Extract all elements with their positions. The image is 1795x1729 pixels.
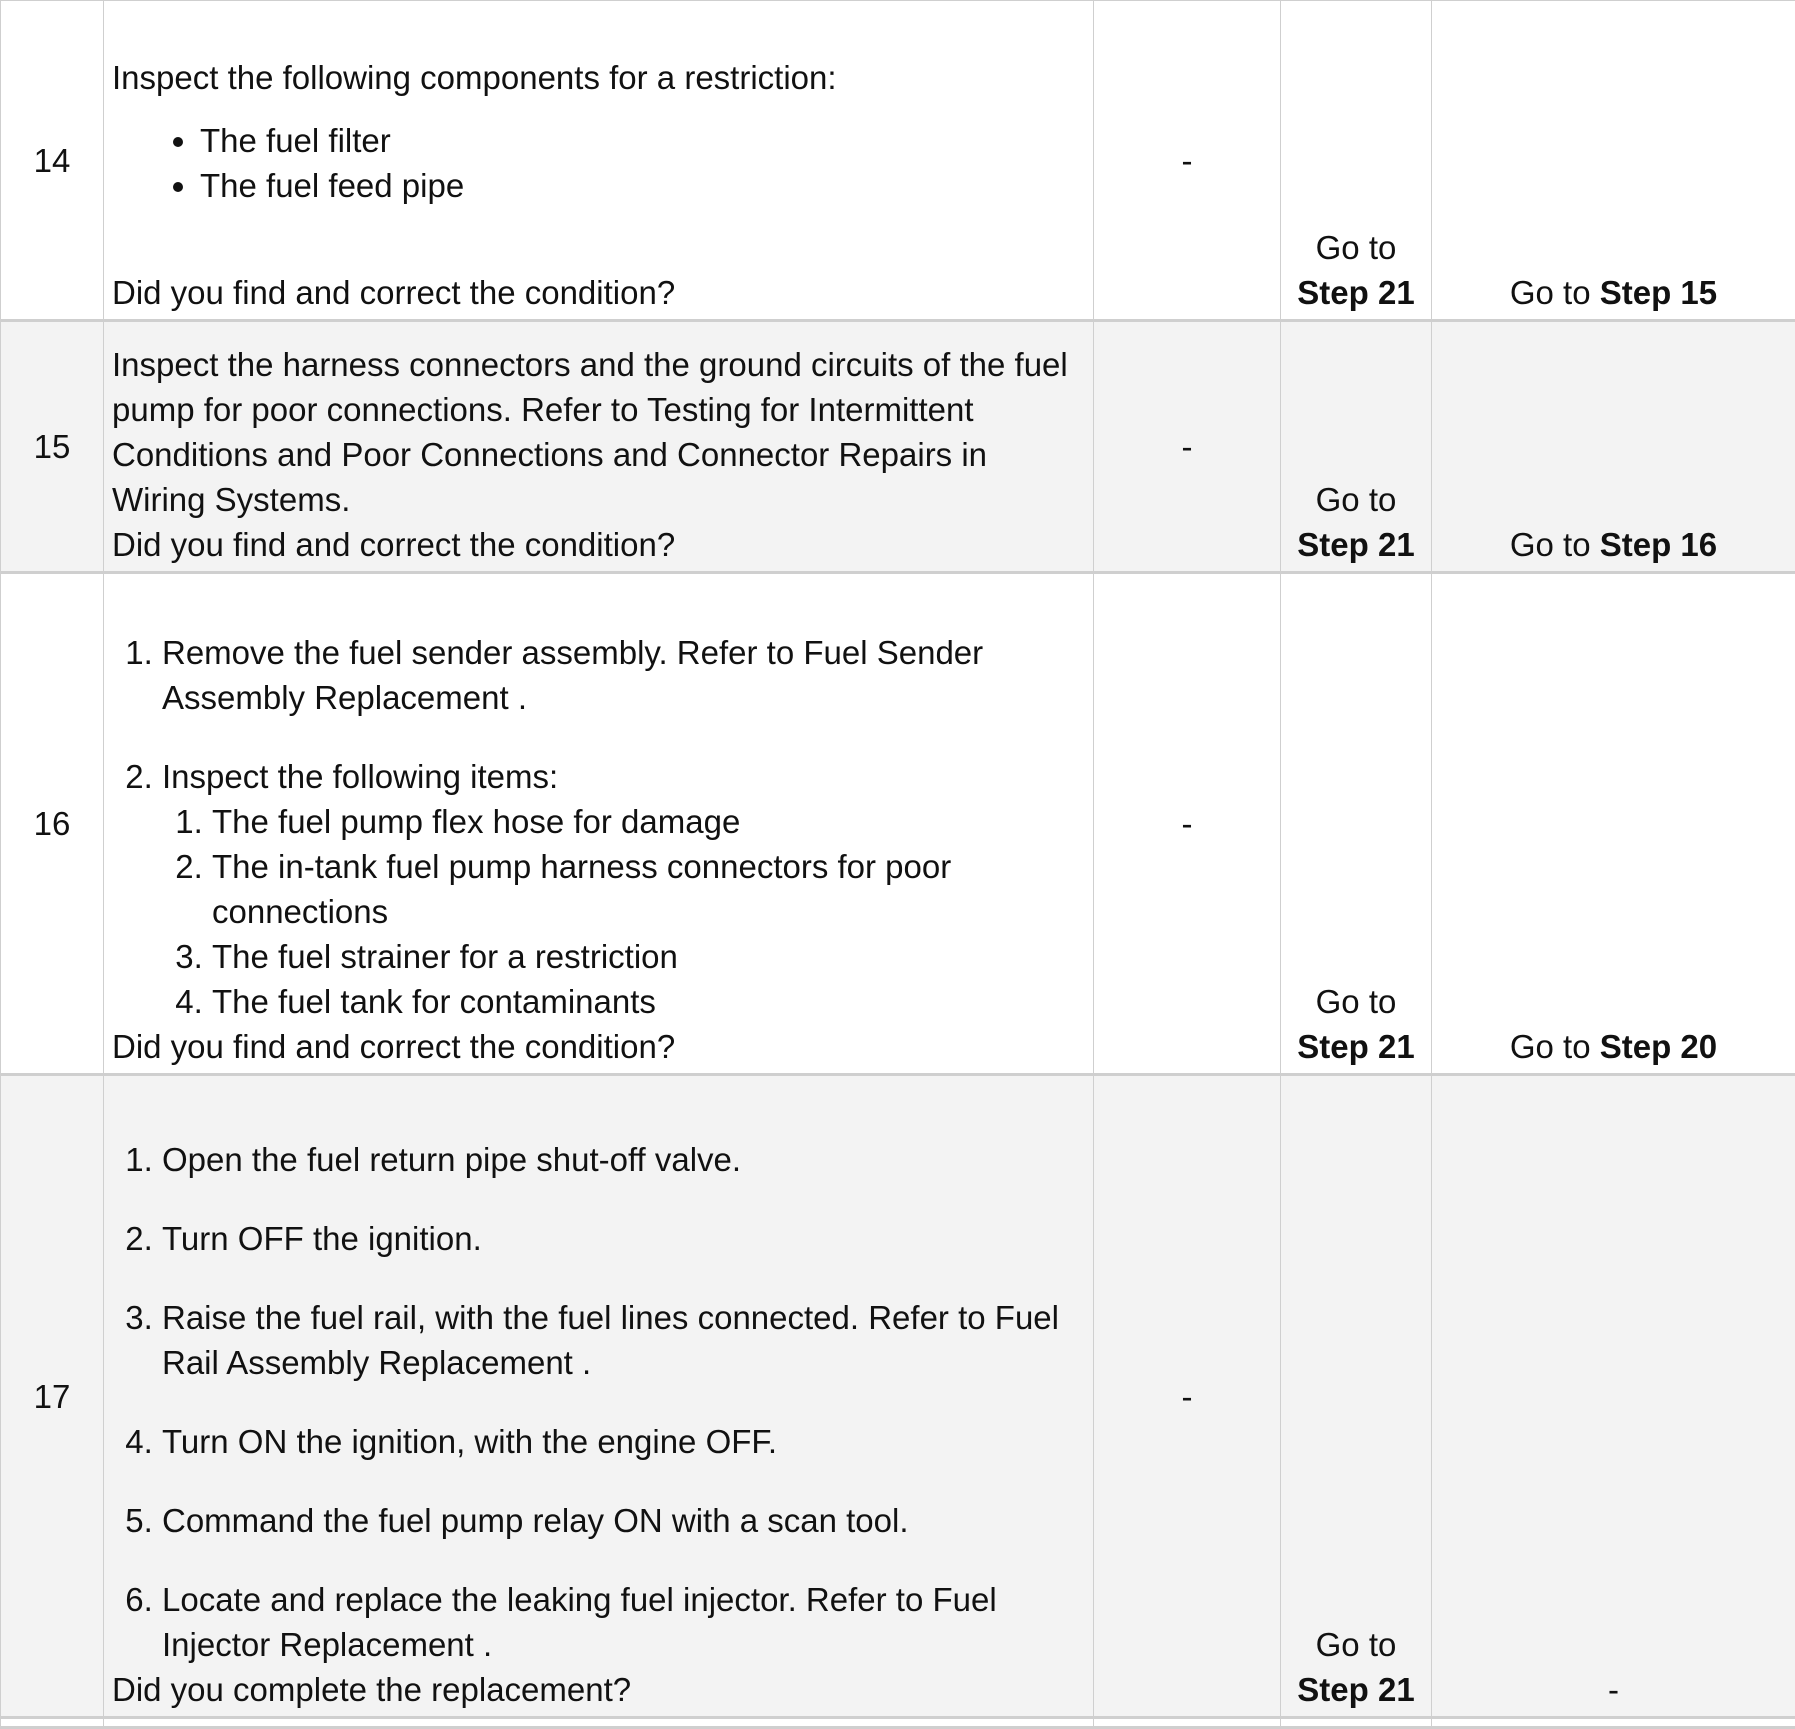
- question-text: Did you find and correct the condition?: [112, 1024, 1073, 1069]
- step-description: [104, 321, 1094, 573]
- list-item: 3. The fuel strainer for a restriction: [212, 934, 1073, 979]
- step-link: Step 15: [1600, 274, 1717, 311]
- step-description: [104, 1, 1094, 321]
- list-item: 2. Turn OFF the ignition.: [162, 1216, 1073, 1261]
- step-link: Step 21: [1297, 1671, 1414, 1708]
- list-item: • The fuel feed pipe: [200, 163, 1073, 208]
- no-action: Go to Step 20: [1432, 573, 1795, 1075]
- step-link: Step 21: [1297, 274, 1414, 311]
- bullet-list: [112, 118, 1073, 208]
- question-text: Did you find and correct the condition?: [112, 522, 1073, 567]
- no-action: Go to Step 16: [1432, 321, 1795, 573]
- list-item: 1. Open the fuel return pipe shut-off valve.: [162, 1137, 1073, 1182]
- step-link: Step 20: [1600, 1028, 1717, 1065]
- ordered-list: [112, 1137, 1073, 1667]
- table-row: [1, 321, 1795, 573]
- value-cell: -: [1094, 1075, 1281, 1718]
- yes-action: Go to Step 21: [1281, 1, 1432, 321]
- instruction-text: Inspect the harness connectors and the ground circuits of the fuel pump for poor connections. Refer to Testing for Intermittent Conditions and Poor Connections and Connector Repairs in Wiring Systems.: [112, 342, 1073, 522]
- yes-action: Go to Step 21: [1281, 321, 1432, 573]
- list-item: 5. Command the fuel pump relay ON with a scan tool.: [162, 1498, 1073, 1543]
- no-action: -: [1432, 1075, 1795, 1718]
- value-cell: -: [1094, 1, 1281, 321]
- sub-list: [74, 799, 1073, 1024]
- list-item: 3. Raise the fuel rail, with the fuel lines connected. Refer to Fuel Rail Assembly Replacement .: [162, 1295, 1073, 1385]
- question-text: Did you complete the replacement?: [112, 1667, 1073, 1712]
- list-item: • The fuel filter: [200, 118, 1073, 163]
- list-item: 4. The fuel tank for contaminants: [212, 979, 1073, 1024]
- step-number: 15: [1, 321, 104, 573]
- step-link: Step 21: [1297, 1028, 1414, 1065]
- yes-action: Go to Step 21: [1281, 1075, 1432, 1718]
- step-link: Step 21: [1297, 526, 1414, 563]
- table-row: [1, 1075, 1795, 1718]
- value-cell: -: [1094, 321, 1281, 573]
- value-cell: -: [1094, 573, 1281, 1075]
- table-row: [1, 1, 1795, 321]
- question-text: Did you find and correct the condition?: [112, 270, 1073, 315]
- yes-action: Go to Step 21: [1281, 573, 1432, 1075]
- table-row: [1, 1718, 1795, 1728]
- step-link: Step 16: [1600, 526, 1717, 563]
- list-item: 2. The in-tank fuel pump harness connectors for poor connections: [212, 844, 1073, 934]
- list-item: 1. Remove the fuel sender assembly. Refer to Fuel Sender Assembly Replacement .: [162, 630, 1073, 720]
- list-item: 1. The fuel pump flex hose for damage: [212, 799, 1073, 844]
- step-description: [104, 573, 1094, 1075]
- step-number: 14: [1, 1, 104, 321]
- step-number: 17: [1, 1075, 104, 1718]
- list-item: 6. Locate and replace the leaking fuel injector. Refer to Fuel Injector Replacement .: [162, 1577, 1073, 1667]
- no-action: Go to Step 15: [1432, 1, 1795, 321]
- table-row: [1, 573, 1795, 1075]
- ordered-list: [112, 630, 1073, 1024]
- intro-text: Inspect the following components for a restriction:: [112, 55, 1073, 100]
- step-number: 16: [1, 573, 104, 1075]
- step-description: [104, 1075, 1094, 1718]
- list-item: 2. Inspect the following items: 1. The fuel pump flex hose for damage 2. The in-tank fuel pump harness connectors for poor connections 3. The fuel strainer for a restriction 4. The fuel tank for contaminants: [162, 754, 1073, 1024]
- list-item: 4. Turn ON the ignition, with the engine OFF.: [162, 1419, 1073, 1464]
